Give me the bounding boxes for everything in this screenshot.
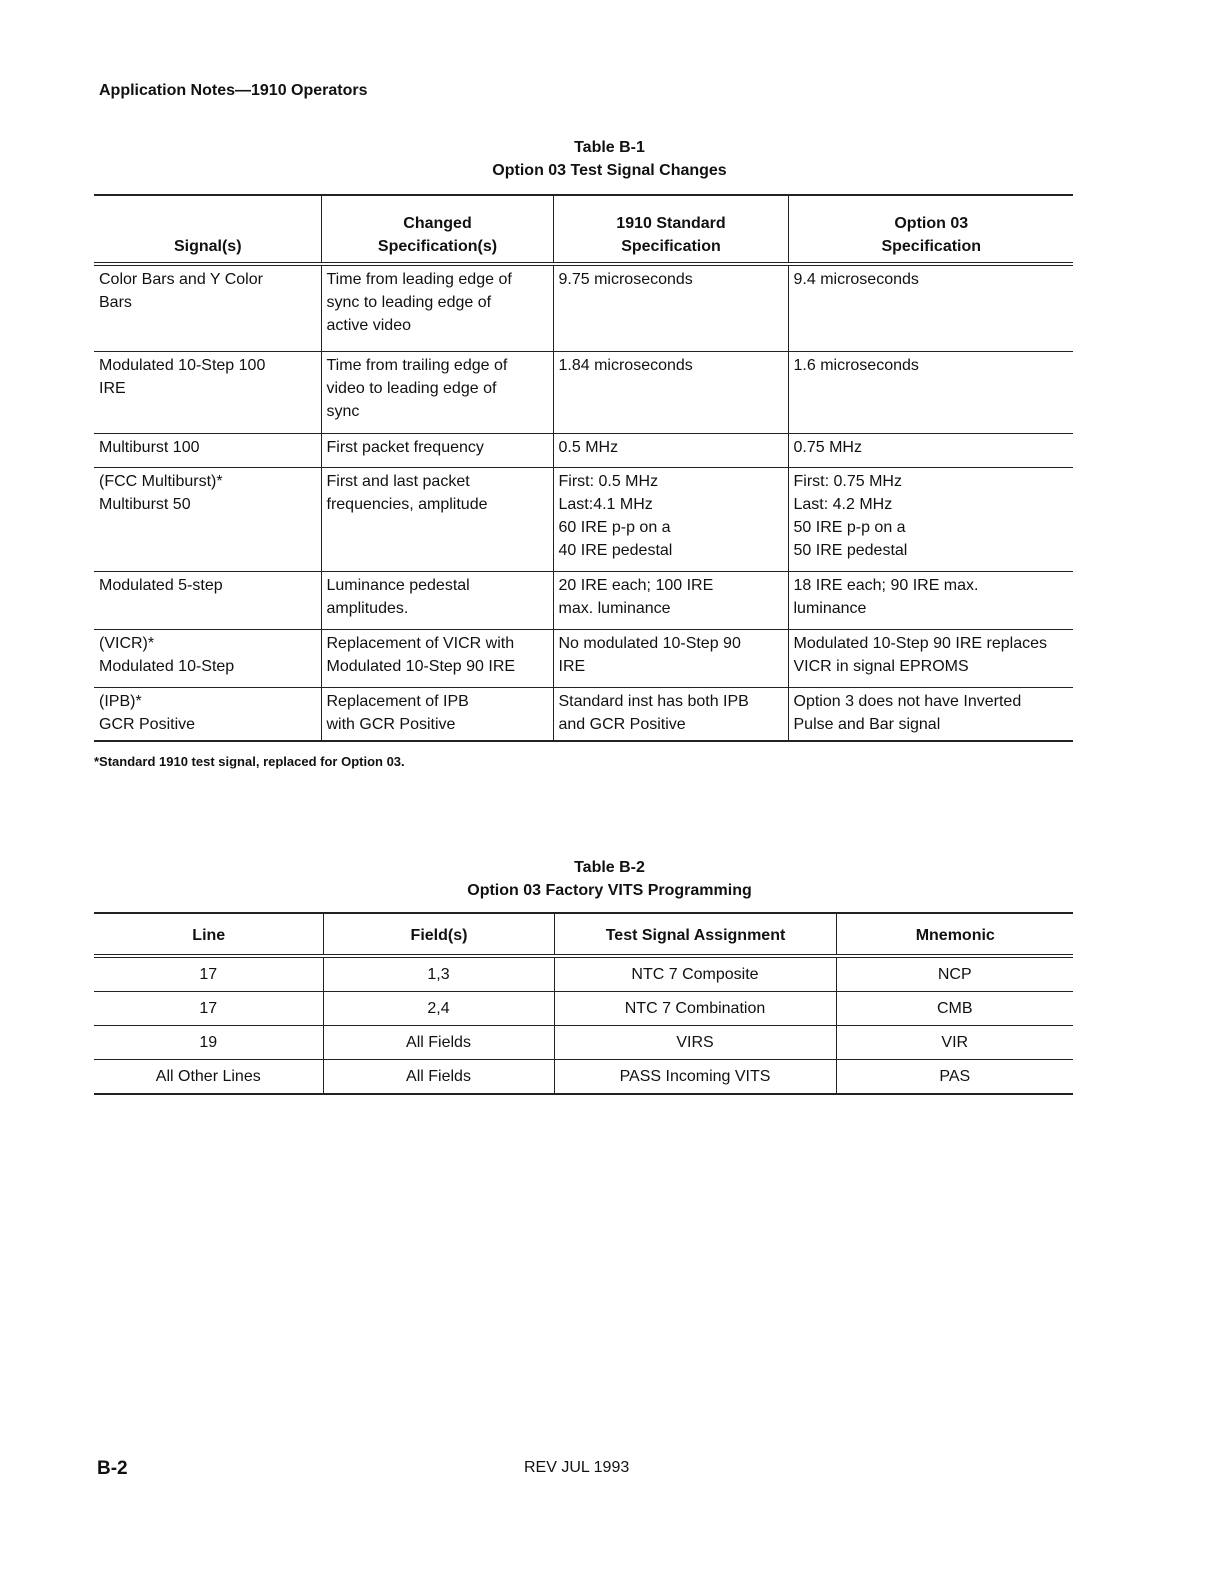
table-row	[94, 264, 1073, 351]
table-cell: 9.75 microseconds	[553, 264, 788, 351]
column-header: Changed Specification(s)	[321, 195, 553, 264]
table-cell: Modulated 10-Step 90 IRE replaces VICR in signal EPROMS	[788, 629, 1073, 687]
table-cell: First: 0.5 MHz Last:4.1 MHz 60 IRE p-p on a 40 IRE pedestal	[553, 467, 788, 571]
table-cell: 9.4 microseconds	[788, 264, 1073, 351]
table-cell: Multiburst 100	[94, 433, 321, 467]
table1-number: Table B-1	[574, 139, 645, 156]
table-cell: VIRS	[554, 1026, 836, 1060]
table-cell: Time from trailing edge of video to leading edge of sync	[321, 351, 553, 433]
table-row	[94, 629, 1073, 687]
table-cell: Standard inst has both IPB and GCR Positive	[553, 687, 788, 741]
table-cell: All Fields	[323, 1060, 554, 1095]
page-number: B-2	[97, 1458, 128, 1479]
table-cell: (IPB)* GCR Positive	[94, 687, 321, 741]
column-header: Mnemonic	[836, 913, 1073, 956]
table-cell: 1.84 microseconds	[553, 351, 788, 433]
table-cell: Luminance pedestal amplitudes.	[321, 571, 553, 629]
table-cell: (FCC Multiburst)* Multiburst 50	[94, 467, 321, 571]
table2-title: Option 03 Factory VITS Programming	[467, 882, 752, 899]
table-row	[94, 1060, 1073, 1095]
column-header: Line	[94, 913, 323, 956]
table-cell: First packet frequency	[321, 433, 553, 467]
table1-footnote: *Standard 1910 test signal, replaced for Option 03.	[94, 754, 405, 769]
table-cell: All Fields	[323, 1026, 554, 1060]
running-header: Application Notes—1910 Operators	[99, 82, 368, 99]
table-row	[94, 992, 1073, 1026]
table-cell: First: 0.75 MHz Last: 4.2 MHz 50 IRE p-p on a 50 IRE pedestal	[788, 467, 1073, 571]
table-cell: 1,3	[323, 956, 554, 992]
table-cell: 2,4	[323, 992, 554, 1026]
table-cell: PAS	[836, 1060, 1073, 1095]
table-row	[94, 571, 1073, 629]
table-cell: All Other Lines	[94, 1060, 323, 1095]
column-header: Field(s)	[323, 913, 554, 956]
table-cell: CMB	[836, 992, 1073, 1026]
column-header: Signal(s)	[94, 195, 321, 264]
table-cell: Time from leading edge of sync to leading edge of active video	[321, 264, 553, 351]
table-cell: Color Bars and Y Color Bars	[94, 264, 321, 351]
table-cell: 0.5 MHz	[553, 433, 788, 467]
table-cell: PASS Incoming VITS	[554, 1060, 836, 1095]
table-cell: Modulated 5-step	[94, 571, 321, 629]
table-cell: Option 3 does not have Inverted Pulse and Bar signal	[788, 687, 1073, 741]
table-cell: NTC 7 Composite	[554, 956, 836, 992]
test-signal-changes-table	[94, 194, 1073, 742]
table-cell: NCP	[836, 956, 1073, 992]
column-header: 1910 Standard Specification	[553, 195, 788, 264]
table1-title: Option 03 Test Signal Changes	[492, 162, 727, 179]
table-cell: NTC 7 Combination	[554, 992, 836, 1026]
column-header: Test Signal Assignment	[554, 913, 836, 956]
table-cell: 17	[94, 992, 323, 1026]
table-cell: First and last packet frequencies, amplitude	[321, 467, 553, 571]
table-row	[94, 433, 1073, 467]
table-cell: (VICR)* Modulated 10-Step	[94, 629, 321, 687]
table-cell: Modulated 10-Step 100 IRE	[94, 351, 321, 433]
table-row	[94, 956, 1073, 992]
table-cell: Replacement of VICR with Modulated 10-Step 90 IRE	[321, 629, 553, 687]
vits-programming-table	[94, 912, 1073, 1095]
table-row	[94, 351, 1073, 433]
table-cell: VIR	[836, 1026, 1073, 1060]
table-cell: 19	[94, 1026, 323, 1060]
table-cell: 18 IRE each; 90 IRE max. luminance	[788, 571, 1073, 629]
table-cell: 20 IRE each; 100 IRE max. luminance	[553, 571, 788, 629]
table-cell: Replacement of IPB with GCR Positive	[321, 687, 553, 741]
table-cell: 17	[94, 956, 323, 992]
revision-date: REV JUL 1993	[524, 1459, 630, 1476]
table-cell: 0.75 MHz	[788, 433, 1073, 467]
table2-number: Table B-2	[574, 859, 645, 876]
table-cell: 1.6 microseconds	[788, 351, 1073, 433]
table-row	[94, 467, 1073, 571]
table-row	[94, 1026, 1073, 1060]
table-row	[94, 687, 1073, 741]
column-header: Option 03 Specification	[788, 195, 1073, 264]
table-cell: No modulated 10-Step 90 IRE	[553, 629, 788, 687]
